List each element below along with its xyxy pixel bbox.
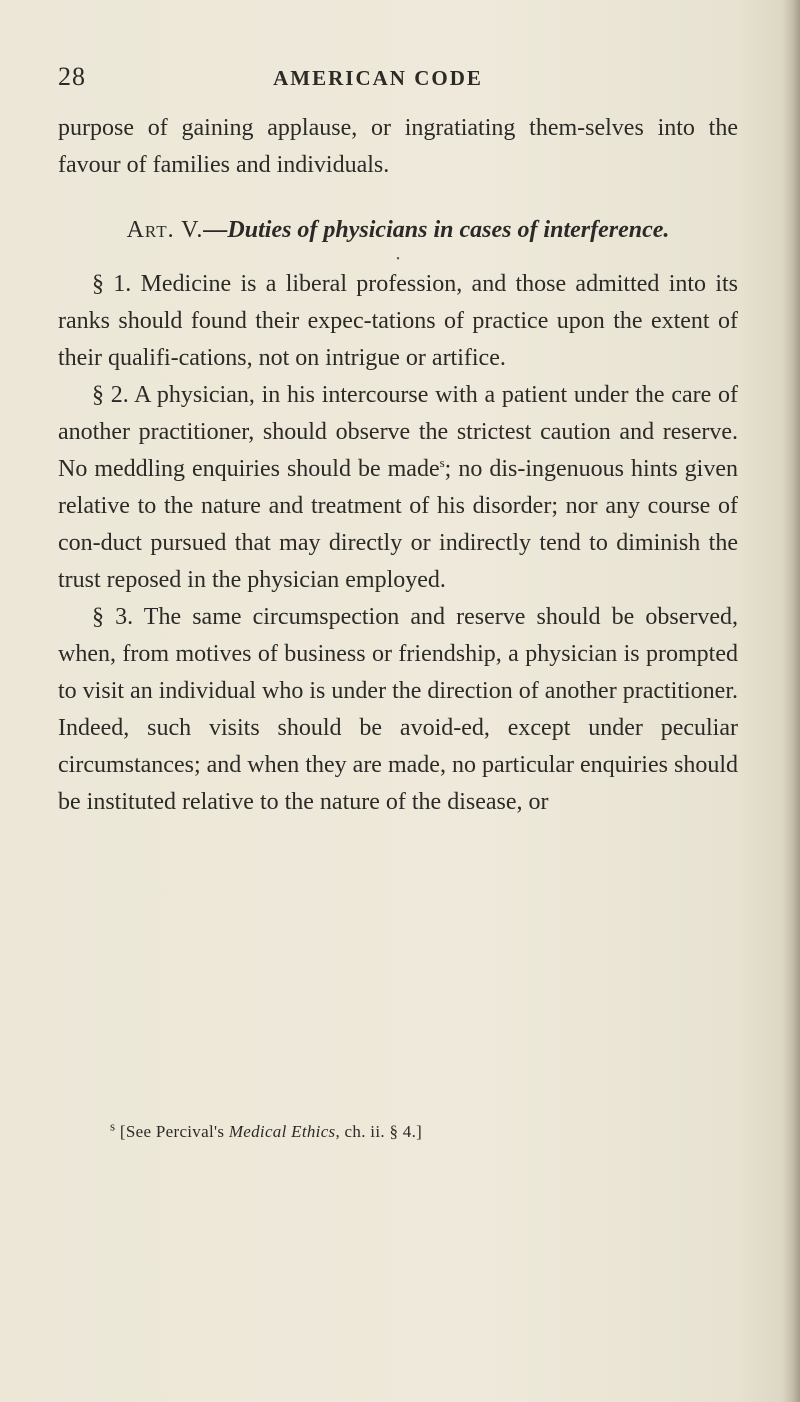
section-2-text-b: ; no dis-ingenuous hints given relative to the nature and treatment of his disorder; nor any course of con-duct pursued that may directly or indirectly tend to diminish the trust reposed in the physician employed. [58, 456, 739, 593]
footnote-suffix: , ch. ii. § 4.] [335, 1122, 423, 1141]
running-head: AMERICAN CODE [273, 66, 483, 90]
article-title: —Duties of physicians in cases of interference. [203, 217, 670, 243]
footnote-marker: s [110, 1118, 116, 1134]
section-2-text-a: § 2. A physician, in his intercourse with a patient under the care of another practitioner, should observe the strictest caution and reserve. No meddling enquiries should be made [58, 382, 738, 482]
page-header [58, 62, 698, 102]
page-edge-shadow [782, 0, 800, 1402]
page-number: 28 [58, 62, 86, 91]
printer-mark: • [396, 254, 400, 265]
article-heading [58, 210, 738, 250]
footnote-work-title: Medical Ethics [228, 1122, 336, 1141]
continuation-paragraph: purpose of gaining applause, or ingratiating them-selves into the favour of families and individuals. [58, 115, 738, 178]
footnote [110, 1118, 423, 1142]
section-3: § 3. The same circumspection and reserve should be observed, when, from motives of business or friendship, a physician is prompted to visit an individual who is under the direction of another practitioner. Indeed, such visits should be avoid-ed, except under peculiar circumstances; and when they are made, no particular enquiries should be instituted relative to the nature of the disease, or [58, 604, 738, 815]
footnote-reference: s [439, 455, 445, 470]
section-2 [58, 377, 738, 599]
article-label: Art. V. [126, 217, 204, 243]
body-text [58, 110, 738, 821]
footnote-prefix: [See Percival's [119, 1122, 229, 1141]
section-1: § 1. Medicine is a liberal profession, and those admitted into its ranks should found their expec-tations of practice upon the extent of their qualifi-cations, not on intrigue or artifice. [58, 271, 738, 371]
